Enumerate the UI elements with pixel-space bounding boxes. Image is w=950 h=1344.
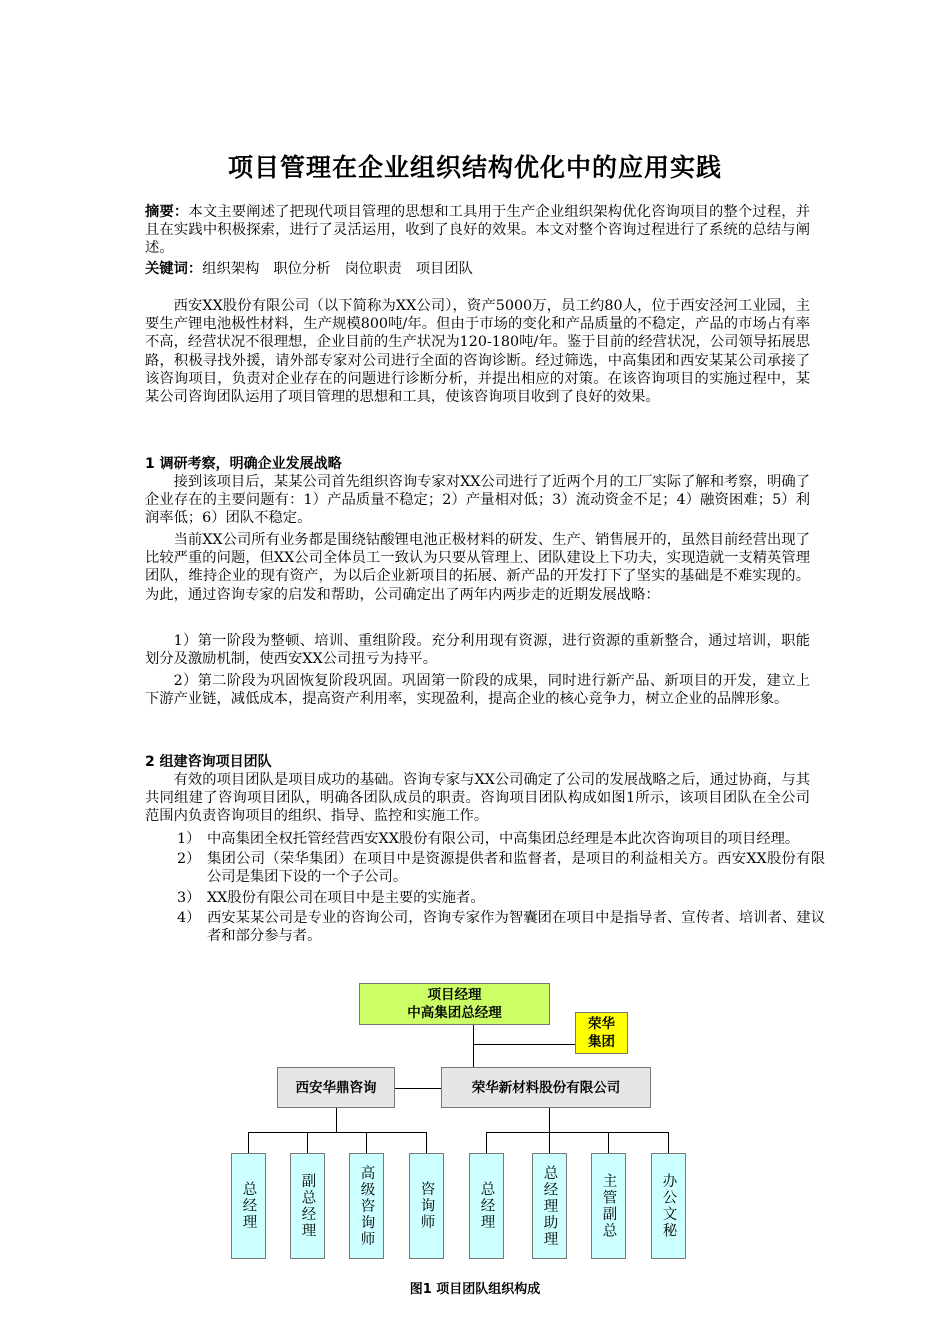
section-2-heading: 2 组建咨询项目团队 [145,754,272,770]
role-label: 主管副总 [600,1173,617,1239]
connector-line [473,1044,575,1045]
connector-line [549,1132,550,1153]
keyword: 组织架构 [202,261,260,277]
section-2-list [145,830,825,945]
ronghua-material-box [441,1067,651,1108]
connector-line [248,1132,426,1133]
role-box [231,1153,266,1259]
abstract-text: 本文主要阐述了把现代项目管理的思想和工具用于生产企业组织架构优化咨询项目的整个过程，并且在实践中积极探索，进行了灵活运用，收到了良好的效果。本文对整个咨询过程进行了系统的总结与阐述。 [145,204,811,257]
keyword: 岗位职责 [344,261,402,277]
role-label: 总经理 [478,1181,495,1231]
connector-line [336,1108,337,1132]
project-manager-box [359,983,550,1025]
role-label: 咨询师 [418,1181,435,1231]
pm-subtitle: 中高集团总经理 [407,1005,502,1021]
connector-line [366,1132,367,1153]
section-1-paragraph: 当前XX公司所有业务都是围绕钴酸锂电池正极材料的研发、生产、销售展开的，虽然目前经营出现了比较严重的问题，但XX公司全体员工一致认为只要从管理上、团队建设上下功夫，实现造就一支精英管理团队，维持企业的现有资产，为以后企业新项目的拓展、新产品的开发打下了坚实的基础是不难实现的。为此，通过咨询专家的启发和帮助，公司确定出了两年内两步走的近期发展战略： [145,532,810,603]
list-text: 中高集团全权托管经营西安XX股份有限公司，中高集团总经理是本此次咨询项目的项目经理。 [207,831,800,847]
section-2-paragraph: 有效的项目团队是项目成功的基础。咨询专家与XX公司确定了公司的发展战略之后，通过协商，与其共同组建了咨询项目团队，明确各团队成员的职责。咨询项目团队构成如图1所示，该项目团队在全公司范围内负责咨询项目的组织、指导、监控和实施工作。 [145,772,810,825]
keyword: 职位分析 [273,261,331,277]
list-number: 2） [177,851,201,868]
connector-line [395,1088,441,1089]
connector-line [486,1132,487,1153]
pm-title: 项目经理 [427,987,482,1003]
role-label: 高级咨询师 [358,1164,375,1248]
ronghua-group-label: 荣华集团 [588,1016,615,1050]
section-1-paragraph: 1）第一阶段为整顿、培训、重组阶段。充分利用现有资源，进行资源的重新整合，通过培训，职能划分及激励机制，使西安XX公司扭亏为持平。 [145,633,810,668]
list-item [145,909,825,945]
role-label: 总经理 [240,1181,257,1231]
connector-line [307,1132,308,1153]
connector-line [608,1132,609,1153]
connector-line [473,1025,474,1067]
role-label: 副总经理 [299,1173,316,1239]
role-box [651,1153,686,1259]
role-box [469,1153,504,1259]
xian-consulting-box [277,1067,395,1108]
document-title: 项目管理在企业组织结构优化中的应用实践 [227,153,722,182]
keyword: 项目团队 [415,261,473,277]
list-number: 3） [177,889,201,906]
role-box [349,1153,384,1259]
connector-line [549,1108,550,1132]
list-number: 4） [177,909,201,926]
list-text: 西安某某公司是专业的咨询公司，咨询专家作为智囊团在项目中是指导者、宣传者、培训者、建议者和部分参与者。 [207,909,825,945]
role-box [409,1153,444,1259]
keywords [145,260,810,278]
role-label: 总经理助理 [541,1164,558,1248]
connector-line [486,1132,668,1133]
ronghua-group-box [575,1012,628,1054]
keywords-label: 关键词： [145,261,203,277]
abstract-label: 摘要： [145,204,189,220]
role-box [532,1153,567,1259]
intro-paragraph: 西安XX股份有限公司（以下简称为XX公司），资产5000万，员工约80人，位于西安泾河工业园，主要生产锂电池极性材料，生产规模800吨/年。但由于市场的变化和产品质量的不稳定，产品的市场占有率不高，经营状况不很理想，企业目前的生产状况为120-180吨/年。鉴于目前的经营状况，公司领导拓展思路，积极寻找外援，请外部专家对公司进行全面的咨询诊断。经过筛选，中高集团和西安某某公司承接了该咨询项目，负责对企业存在的问题进行诊断分析，并提出相应的对策。在该咨询项目的实施过程中，某某公司咨询团队运用了项目管理的思想和工具，使该咨询项目收到了良好的效果。 [145,298,810,406]
role-box [290,1153,325,1259]
list-item [145,850,825,886]
connector-line [248,1132,249,1153]
section-1-paragraph: 接到该项目后，某某公司首先组织咨询专家对XX公司进行了近两个月的工厂实际了解和考察，明确了企业存在的主要问题有：1）产品质量不稳定；2）产量相对低；3）流动资金不足；4）融资困难；5）利润率低；6）团队不稳定。 [145,474,810,527]
list-text: XX股份有限公司在项目中是主要的实施者。 [207,889,485,906]
xian-consulting-label: 西安华鼎咨询 [295,1079,377,1096]
abstract [145,203,810,258]
section-1-paragraph: 2）第二阶段为巩固恢复阶段巩固。巩固第一阶段的成果，同时进行新产品、新项目的开发，建立上下游产业链，减低成本，提高资产利用率，实现盈利，提高企业的核心竞争力，树立企业的品牌形象。 [145,673,810,708]
figure-caption: 图1 项目团队组织构成 [409,1282,541,1297]
connector-line [426,1132,427,1153]
list-item [145,889,825,907]
connector-line [668,1132,669,1153]
list-item [145,830,825,848]
section-1-heading: 1 调研考察，明确企业发展战略 [145,456,342,472]
role-box [591,1153,626,1259]
list-text: 集团公司（荣华集团）在项目中是资源提供者和监督者，是项目的利益相关方。西安XX股份有限公司是集团下设的一个子公司。 [207,851,825,886]
role-label: 办公文秘 [660,1173,677,1239]
list-number: 1） [177,831,201,847]
ronghua-material-label: 荣华新材料股份有限公司 [471,1079,621,1096]
